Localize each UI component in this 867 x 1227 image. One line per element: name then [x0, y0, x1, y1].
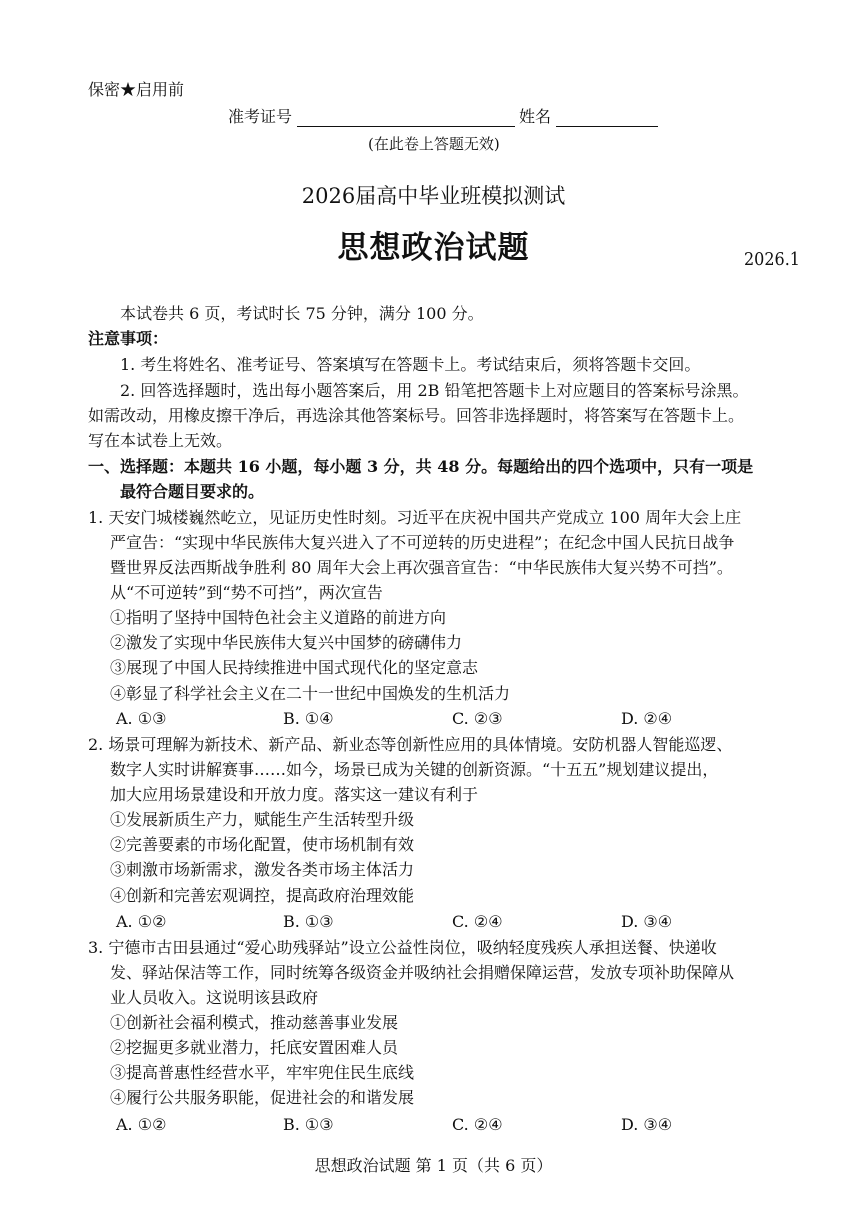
confidential-label: 保密★启用前 [88, 80, 185, 99]
notice-title: 注意事项： [88, 329, 169, 348]
question-1-stem-line: 严宣告：“实现中华民族伟大复兴进入了不可逆转的历史进程”；在纪念中国人民抗日战争 [110, 533, 735, 552]
subject-title: 思想政治试题 [337, 230, 530, 266]
question-1-item: ②激发了实现中华民族伟大复兴中国梦的磅礴伟力 [110, 633, 463, 652]
question-1-item: ①指明了坚持中国特色社会主义道路的前进方向 [110, 608, 447, 627]
exam-id-blank [297, 126, 515, 127]
question-3-item: ①创新社会福利模式，推动慈善事业发展 [110, 1013, 399, 1032]
notice-1: 1. 考生将姓名、准考证号、答案填写在答题卡上。考试结束后，须将答题卡交回。 [120, 355, 701, 374]
question-2-option-d[interactable]: D. ③④ [621, 912, 673, 931]
question-3-stem-line: 3. 宁德市古田县通过“爱心助残驿站”设立公益性岗位，吸纳轻度残疾人承担送餐、快递收 [88, 938, 717, 957]
invalid-note: (在此卷上答题无效) [368, 135, 500, 153]
notice-2-line-1: 2. 回答选择题时，选出每小题答案后，用 2B 铅笔把答题卡上对应题目的答案标号涂黑。 [120, 381, 749, 400]
question-1-option-c[interactable]: C. ②③ [452, 709, 503, 728]
question-3-option-a[interactable]: A. ①② [116, 1115, 167, 1134]
question-2-item: ③刺激市场新需求，激发各类市场主体活力 [110, 860, 415, 879]
name-label: 姓名 [519, 107, 552, 126]
page-footer: 思想政治试题 第 1 页（共 6 页） [314, 1156, 553, 1175]
question-2-item: ④创新和完善宏观调控，提高政府治理效能 [110, 886, 415, 905]
question-3-item: ④履行公共服务职能，促进社会的和谐发展 [110, 1088, 415, 1107]
section-1-heading-cont: 最符合题目要求的。 [120, 482, 265, 501]
question-1-stem-line: 1. 天安门城楼巍然屹立，见证历史性时刻。习近平在庆祝中国共产党成立 100 周年大会上庄 [88, 508, 742, 527]
name-blank [556, 126, 658, 127]
question-1-option-a[interactable]: A. ①③ [116, 709, 167, 728]
exam-title: 2026届高中毕业班模拟测试 [301, 184, 566, 208]
question-2-stem-line: 2. 场景可理解为新技术、新产品、新业态等创新性应用的具体情境。安防机器人智能巡逻、 [88, 735, 733, 754]
question-1-item: ④彰显了科学社会主义在二十一世纪中国焕发的生机活力 [110, 684, 511, 703]
question-3-item: ②挖掘更多就业潜力，托底安置困难人员 [110, 1038, 399, 1057]
question-3-item: ③提高普惠性经营水平，牢牢兜住民生底线 [110, 1063, 415, 1082]
question-2-option-a[interactable]: A. ①② [116, 912, 167, 931]
question-3-stem-line: 发、驿站保洁等工作，同时统筹各级资金并吸纳社会捐赠保障运营，发放专项补助保障从 [110, 963, 735, 982]
question-2-item: ①发展新质生产力，赋能生产生活转型升级 [110, 810, 415, 829]
question-3-option-c[interactable]: C. ②④ [452, 1115, 503, 1134]
exam-summary: 本试卷共 6 页，考试时长 75 分钟，满分 100 分。 [120, 304, 484, 323]
section-1-heading: 一、选择题：本题共 16 小题，每小题 3 分，共 48 分。每题给出的四个选项中，只有一项是 [88, 457, 754, 476]
question-3-stem-line: 业人员收入。这说明该县政府 [110, 988, 319, 1007]
question-3-option-d[interactable]: D. ③④ [621, 1115, 673, 1134]
question-1-stem-line: 暨世界反法西斯战争胜利 80 周年大会上再次强音宣告：“中华民族伟大复兴势不可挡”。 [110, 558, 733, 577]
question-1-stem-line: 从“不可逆转”到“势不可挡”，两次宣告 [110, 583, 383, 602]
question-1-option-b[interactable]: B. ①④ [283, 709, 334, 728]
notice-2-line-3: 写在本试卷上无效。 [88, 431, 233, 450]
question-2-stem-line: 数字人实时讲解赛事……如今，场景已成为关键的创新资源。“十五五”规划建议提出， [110, 760, 719, 779]
question-3-option-b[interactable]: B. ①③ [283, 1115, 334, 1134]
question-2-item: ②完善要素的市场化配置，使市场机制有效 [110, 835, 415, 854]
exam-id-label: 准考证号 [228, 107, 293, 126]
question-2-stem-line: 加大应用场景建设和开放力度。落实这一建议有利于 [110, 785, 479, 804]
notice-2-line-2: 如需改动，用橡皮擦干净后，再选涂其他答案标号。回答非选择题时，将答案写在答题卡上。 [88, 406, 745, 425]
exam-date: 2026.1 [744, 249, 800, 270]
question-2-option-c[interactable]: C. ②④ [452, 912, 503, 931]
question-2-option-b[interactable]: B. ①③ [283, 912, 334, 931]
question-1-item: ③展现了中国人民持续推进中国式现代化的坚定意志 [110, 658, 479, 677]
question-1-option-d[interactable]: D. ②④ [621, 709, 673, 728]
